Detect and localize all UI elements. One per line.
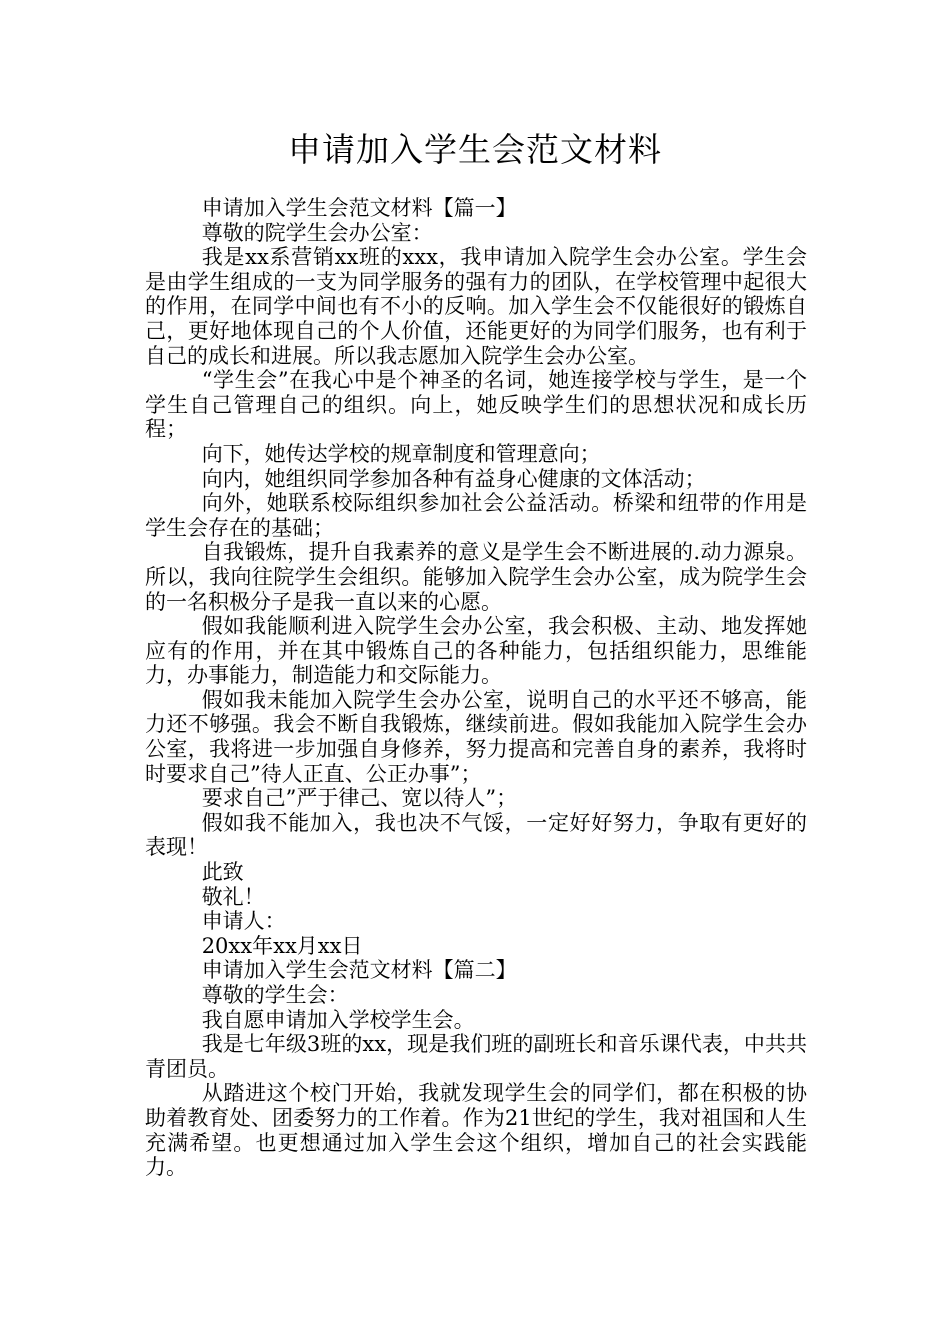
paragraph-inward: 向内，她组织同学参加各种有益身心健康的文体活动； (201, 466, 706, 491)
paragraph-intro: 我是xx系营销xx班的xxx，我申请加入院学生会办公室。学生会是由学生组成的一支为同学服务的强有力的团队，在学校管理中起很大的作用，在同学中间也有不小的反响。加入学生会不仅能很好的锻炼自己，更好地体现自己的个人价值，还能更好的为同学们服务，也有利于自己的成长和进展。所以我志愿加入院学生会办公室。 (145, 245, 807, 368)
document-title: 申请加入学生会范文材料 (288, 130, 662, 169)
paragraph-self-intro: 我是七年级3班的xx，现是我们班的副班长和音乐课代表，中共共青团员。 (145, 1032, 807, 1081)
paragraph-motivation: 从踏进这个校门开始，我就发现学生会的同学们，都在积极的协助着教育处、团委努力的工作着。作为21世纪的学生，我对祖国和人生充满希望。也更想通过加入学生会这个组织，增加自己的社会实践能力。 (145, 1081, 807, 1180)
paragraph-no-discouragement: 假如我不能加入，我也决不气馁，一定好好努力，争取有更好的表现！ (145, 810, 807, 860)
paragraph-self-training: 自我锻炼，提升自我素养的意义是学生会不断进展的.动力源泉。所以，我向往院学生会组织。能够加入院学生会办公室，成为院学生会的一名积极分子是我一直以来的心愿。 (145, 540, 807, 614)
paragraph-heading-part-one: 申请加入学生会范文材料【篇一】 (201, 196, 517, 220)
paragraph-if-not-admitted: 假如我未能加入院学生会办公室，说明自己的水平还不够高，能力还不够强。我会不断自我锻炼，继续前进。假如我能加入院学生会办公室，我将进一步加强自身修养，努力提高和完善自身的素养，我将时时要求自己”待人正直、公正办事”； (145, 687, 807, 786)
paragraph-applicant: 申请人： (201, 909, 286, 934)
paragraph-student-union: “学生会”在我心中是个神圣的名词，她连接学校与学生，是一个学生自己管理自己的组织。向上，她反映学生们的思想状况和成长历程； (145, 368, 807, 442)
paragraph-if-admitted: 假如我能顺利进入院学生会办公室，我会积极、主动、地发挥她应有的作用，并在其中锻炼自己的各种能力，包括组织能力，思维能力，办事能力，制造能力和交际能力。 (145, 614, 807, 688)
paragraph-date: 20xx年xx月xx日 (201, 933, 363, 958)
paragraph-voluntary: 我自愿申请加入学校学生会。 (201, 1007, 475, 1032)
paragraph-downward: 向下，她传达学校的规章制度和管理意向； (201, 441, 601, 466)
paragraph-outward: 向外，她联系校际组织参加社会公益活动。桥梁和纽带的作用是学生会存在的基础； (145, 491, 807, 540)
paragraph-self-discipline: 要求自己”严于律己、宽以待人”； (201, 786, 518, 811)
paragraph-heading-part-two: 申请加入学生会范文材料【篇二】 (201, 958, 517, 983)
paragraph-closing-2: 敬礼！ (201, 884, 265, 909)
paragraph-closing-1: 此致 (201, 860, 244, 885)
document-body (145, 196, 807, 1180)
paragraph-salutation-two: 尊敬的学生会： (201, 983, 349, 1007)
paragraph-salutation-one: 尊敬的院学生会办公室： (201, 220, 433, 245)
